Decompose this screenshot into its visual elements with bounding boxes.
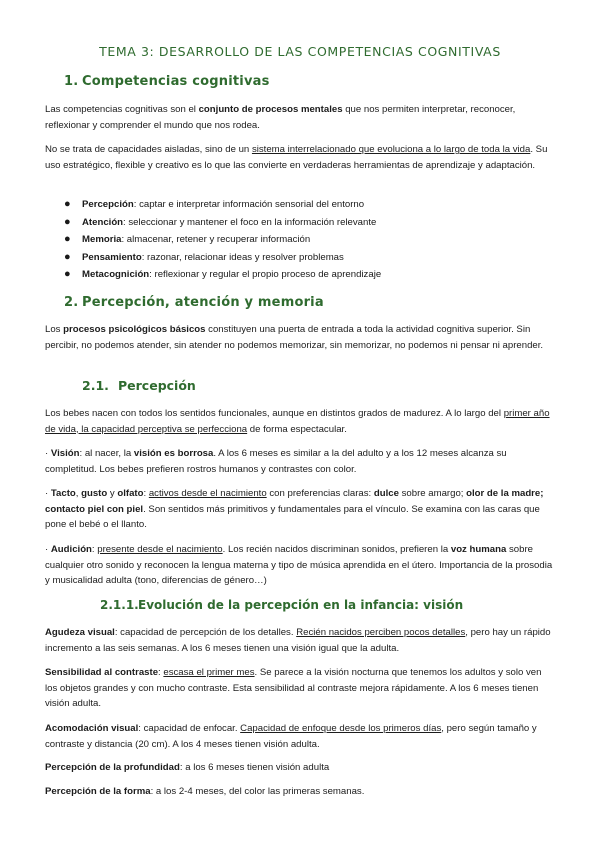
bold-text: Audición — [50, 544, 92, 555]
vision-paragraph — [45, 446, 555, 477]
definition: : reflexionar y regular el propio proceso de aprendizaje — [149, 269, 382, 280]
text: : — [91, 544, 98, 555]
term: Metacognición — [82, 269, 150, 280]
s1-paragraph-1 — [45, 102, 555, 133]
section-2-1-number: 2.1. — [82, 378, 109, 393]
section-1-title: Competencias cognitivas — [82, 74, 270, 89]
bold-text: Acomodación visual — [45, 723, 139, 734]
bold-text: Agudeza visual — [45, 627, 115, 638]
bold-text: gusto — [81, 488, 108, 499]
bold-text: olor de la madre; contacto piel con piel — [45, 488, 544, 515]
bold-text: Sensibilidad al contraste — [45, 667, 159, 678]
bullet-icon: ● — [64, 198, 71, 210]
s21-paragraph-1 — [45, 406, 555, 437]
section-1-heading — [64, 74, 270, 89]
text: . Los recién nacidos discriminan sonidos, prefieren la — [222, 544, 451, 555]
list-item — [64, 249, 544, 267]
page-title: TEMA 3: DESARROLLO DE LAS COMPETENCIAS COGNITIVAS — [99, 44, 501, 59]
text: . Son sentidos más primitivos y fundamentales para el vínculo. Se examina con las caras que pone el bebé o el llanto. — [45, 503, 540, 530]
bold-text: olfato — [117, 488, 144, 499]
bold-text: Percepción de la profundidad — [45, 762, 180, 773]
definition: : seleccionar y mantener el foco en la información relevante — [123, 216, 377, 228]
definition: : captar e interpretar información sensorial del entorno — [133, 199, 365, 210]
section-2-1-1-title: Evolución de la percepción en la infancia: visión — [138, 598, 464, 612]
section-2-1-1-number: 2.1.1. — [100, 598, 139, 612]
text: · — [45, 544, 51, 555]
text: : a los 6 meses tienen visión adulta — [179, 762, 330, 773]
underlined-text: primer año de vida, la capacidad perceptiva se perfecciona — [45, 408, 550, 435]
text: : capacidad de enfocar. — [138, 723, 241, 734]
term: Memoria — [82, 234, 122, 245]
profundidad-paragraph — [45, 760, 555, 776]
bold-text: Visión — [50, 448, 80, 459]
underlined-text: escasa el primer mes — [163, 667, 255, 678]
underlined-text: Capacidad de enfoque desde los primeros días — [240, 723, 442, 734]
underlined-text: sistema interrelacionado que evoluciona a lo largo de toda la vida — [251, 144, 531, 155]
section-2-1-title: Percepción — [118, 378, 196, 393]
text: Los — [45, 324, 64, 335]
s1-paragraph-2 — [45, 142, 555, 173]
tacto-paragraph — [45, 486, 555, 533]
text: y — [107, 488, 118, 499]
section-2-1-1-heading — [100, 598, 463, 612]
bullet-icon: ● — [64, 215, 71, 228]
agudeza-paragraph — [45, 625, 555, 656]
competencias-list — [64, 196, 544, 284]
list-item — [64, 231, 544, 249]
section-2-1-heading — [82, 378, 196, 393]
bullet-icon: ● — [64, 268, 71, 280]
section-2-heading — [64, 295, 324, 310]
sensibilidad-paragraph — [45, 665, 555, 712]
text: · — [45, 448, 51, 459]
text: , pero según tamaño y contraste y distancia (20 cm). A los 4 meses tienen visión adulta. — [45, 723, 537, 750]
bold-text: voz humana — [450, 544, 507, 555]
list-item — [64, 266, 544, 284]
list-item — [64, 214, 544, 232]
audicion-paragraph — [45, 542, 555, 589]
text: No se trata de capacidades aisladas, sino de un — [45, 144, 252, 155]
text: sobre amargo; — [398, 488, 467, 499]
bold-text: Tacto — [50, 488, 76, 499]
text: . Su uso estratégico, flexible y creativo es lo que las convierte en verdaderas herramientas de aprendizaje y adaptación. — [45, 144, 548, 171]
list-item — [64, 196, 544, 214]
bold-text: procesos psicológicos básicos — [63, 324, 206, 335]
section-1-number: 1. — [64, 74, 79, 89]
term: Pensamiento — [82, 251, 142, 263]
text: constituyen una puerta de entrada a toda la actividad cognitiva superior. Sin percibir, no podemos atender, sin atender no podemos memorizar, sin memorizar, no podemos ni pensar ni aprender. — [45, 324, 544, 351]
text: : a los 2-4 meses, del color las primeras semanas. — [150, 786, 365, 797]
bullet-icon: ● — [64, 233, 71, 245]
bold-text: conjunto de procesos mentales — [198, 104, 343, 115]
forma-paragraph — [45, 784, 555, 800]
text: . Se parece a la visión nocturna que tenemos los adultos y solo ven los objetos grandes y con mucho contraste. Esta sensibilidad al contraste mejora rápidamente. A los 6 meses tienen visión adulta. — [45, 667, 542, 709]
definition: : almacenar, retener y recuperar información — [121, 234, 311, 245]
bullet-icon: ● — [64, 250, 71, 263]
text: sobre cualquier otro sonido y reconocen la lengua materna y tipo de música aprendida en el útero. Importancia de la prosodia y musicalidad adulta (tono, diferencias de género…) — [45, 544, 553, 586]
text: de forma espectacular. — [247, 423, 347, 435]
term: Atención — [82, 216, 124, 228]
section-2-number: 2. — [64, 295, 79, 310]
term: Percepción — [82, 199, 134, 210]
text: , pero hay un rápido incremento a las seis semanas. A los 6 meses tienen una visión igual que la adulta. — [45, 627, 551, 654]
underlined-text: activos desde el nacimiento — [148, 488, 267, 499]
bold-text: Percepción de la forma — [45, 786, 151, 797]
bold-text: visión es borrosa — [133, 448, 214, 459]
section-2-title: Percepción, atención y memoria — [82, 295, 324, 310]
text: : — [158, 667, 164, 678]
text: : al nacer, la — [79, 448, 134, 459]
acomodacion-paragraph — [45, 721, 555, 752]
text: . A los 6 meses es similar a la del adulto y a los 12 meses alcanza su completitud. Los bebes prefieren rostros humanos y contrastes con color. — [45, 448, 507, 475]
text: : — [143, 488, 149, 499]
bold-text: dulce — [373, 488, 399, 499]
underlined-text: presente desde el nacimiento — [97, 544, 223, 555]
s2-paragraph-1 — [45, 322, 555, 353]
underlined-text: Recién nacidos perciben pocos detalles — [296, 627, 466, 638]
text: Las competencias cognitivas son el — [45, 104, 199, 115]
definition: : razonar, relacionar ideas y resolver problemas — [141, 251, 344, 263]
text: , — [75, 488, 82, 499]
text: Los bebes nacen con todos los sentidos funcionales, aunque en distintos grados de madurez. A lo largo del — [45, 408, 504, 419]
text: : capacidad de percepción de los detalles. — [114, 627, 297, 638]
text: con preferencias claras: — [266, 488, 374, 499]
text: · — [45, 488, 51, 499]
text: que nos permiten interpretar, reconocer, reflexionar y comprender el mundo que nos rodea. — [45, 104, 516, 131]
